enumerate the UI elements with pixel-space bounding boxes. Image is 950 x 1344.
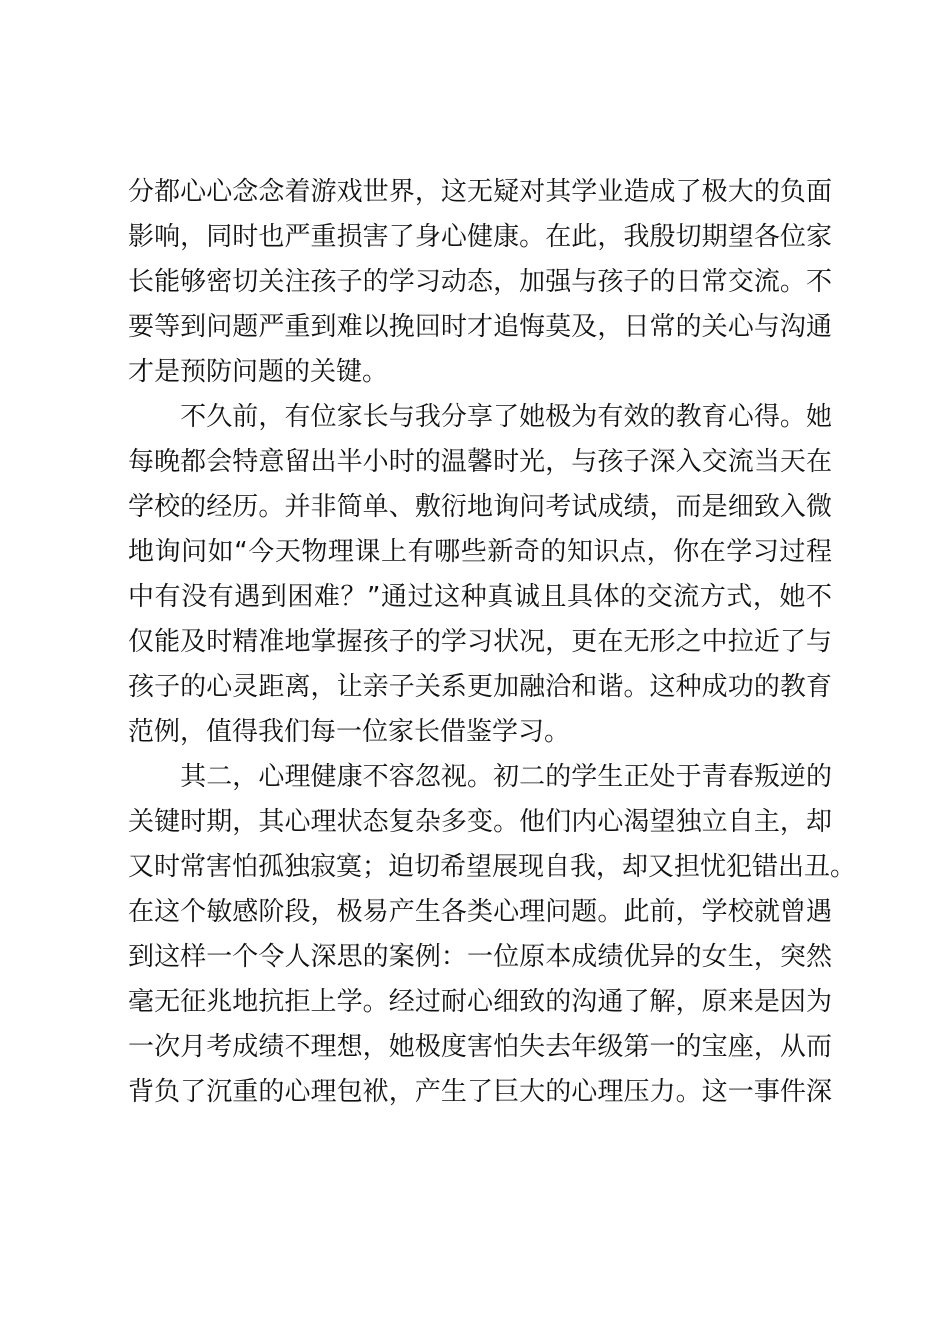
paragraph-2 (128, 395, 832, 755)
text-line: 分都心心念念着游戏世界，这无疑对其学业造成了极大的负面 (128, 177, 832, 207)
text-line: 仅能及时精准地掌握孩子的学习状况，更在无形之中拉近了与 (128, 627, 832, 657)
text-line: 长能够密切关注孩子的学习动态，加强与孩子的日常交流。不 (128, 267, 832, 297)
text-line: 要等到问题严重到难以挽回时才追悔莫及，日常的关心与沟通 (128, 312, 832, 342)
text-line: 到这样一个令人深思的案例：一位原本成绩优异的女生，突然 (128, 942, 832, 972)
text-line: 每晚都会特意留出半小时的温馨时光，与孩子深入交流当天在 (128, 447, 832, 477)
text-line: 孩子的心灵距离，让亲子关系更加融洽和谐。这种成功的教育 (128, 672, 832, 702)
text-line: 毫无征兆地抗拒上学。经过耐心细致的沟通了解，原来是因为 (128, 987, 832, 1017)
text-line: 在这个敏感阶段，极易产生各类心理问题。此前，学校就曾遇 (128, 897, 832, 927)
text-line: 范例，值得我们每一位家长借鉴学习。 (128, 717, 571, 747)
text-line: 学校的经历。并非简单、敷衍地询问考试成绩，而是细致入微 (128, 492, 832, 522)
text-line: 又时常害怕孤独寂寞；迫切希望展现自我，却又担忧犯错出丑。 (128, 852, 857, 882)
paragraph-3 (128, 755, 857, 1115)
text-line: 地询问如“今天物理课上有哪些新奇的知识点，你在学习过程 (128, 537, 832, 567)
text-line: 中有没有遇到困难？”通过这种真诚且具体的交流方式，她不 (128, 582, 832, 612)
paragraph-1 (128, 170, 832, 395)
text-line: 一次月考成绩不理想，她极度害怕失去年级第一的宝座，从而 (128, 1032, 832, 1062)
text-line: 其二，心理健康不容忽视。初二的学生正处于青春叛逆的 (128, 762, 832, 792)
text-line: 关键时期，其心理状态复杂多变。他们内心渴望独立自主，却 (128, 807, 832, 837)
text-line: 才是预防问题的关键。 (128, 357, 389, 387)
text-line: 背负了沉重的心理包袱，产生了巨大的心理压力。这一事件深 (128, 1077, 832, 1107)
text-line: 影响，同时也严重损害了身心健康。在此，我殷切期望各位家 (128, 222, 832, 252)
text-line: 不久前，有位家长与我分享了她极为有效的教育心得。她 (128, 402, 832, 432)
document-body (128, 170, 857, 1115)
